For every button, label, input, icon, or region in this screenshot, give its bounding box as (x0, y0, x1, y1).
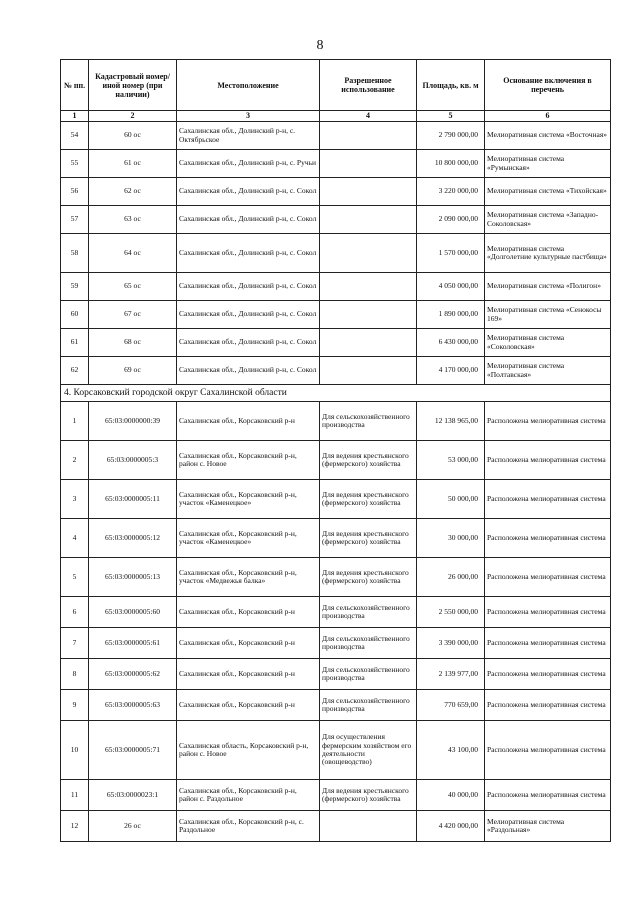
location: Сахалинская обл., Долинский р-н, с. Сокол (177, 234, 320, 273)
area: 2 139 977,00 (417, 659, 485, 690)
table-row (61, 234, 611, 273)
inclusion-basis: Мелиоративная система «Раздольная» (485, 811, 611, 842)
location: Сахалинская обл., Корсаковский р-н (177, 597, 320, 628)
row-number: 55 (61, 150, 89, 178)
inclusion-basis: Мелиоративная система «Румынская» (485, 150, 611, 178)
cadastral-number: 63 ос (89, 206, 177, 234)
cadastral-number: 65 ос (89, 273, 177, 301)
inclusion-basis: Расположена мелиоративная система (485, 721, 611, 780)
permitted-use: Для сельскохозяйственного производства (320, 628, 417, 659)
area: 2 550 000,00 (417, 597, 485, 628)
area: 770 659,00 (417, 690, 485, 721)
area: 1 570 000,00 (417, 234, 485, 273)
permitted-use: Для сельскохозяйственного производства (320, 690, 417, 721)
section-4-rows (61, 402, 611, 842)
permitted-use (320, 234, 417, 273)
permitted-use: Для сельскохозяйственного производства (320, 659, 417, 690)
permitted-use (320, 811, 417, 842)
row-number: 54 (61, 122, 89, 150)
permitted-use (320, 178, 417, 206)
inclusion-basis: Мелиоративная система «Долголетние культурные пастбища» (485, 234, 611, 273)
cadastral-number: 65:03:0000005:63 (89, 690, 177, 721)
cadastral-number: 61 ос (89, 150, 177, 178)
inclusion-basis: Мелиоративная система «Западно-Соколовская» (485, 206, 611, 234)
cadastral-number: 67 ос (89, 301, 177, 329)
column-number: 1 (61, 111, 89, 122)
header-number: № пп. (61, 60, 89, 111)
area: 4 420 000,00 (417, 811, 485, 842)
cadastral-number: 60 ос (89, 122, 177, 150)
area: 4 050 000,00 (417, 273, 485, 301)
location: Сахалинская обл., Корсаковский р-н, участок «Каменецкое» (177, 480, 320, 519)
inclusion-basis: Расположена мелиоративная система (485, 690, 611, 721)
row-number: 5 (61, 558, 89, 597)
row-number: 10 (61, 721, 89, 780)
location: Сахалинская обл., Долинский р-н, с. Сокол (177, 273, 320, 301)
location: Сахалинская обл., Корсаковский р-н, район с. Новое (177, 441, 320, 480)
location: Сахалинская обл., Корсаковский р-н (177, 659, 320, 690)
area: 1 890 000,00 (417, 301, 485, 329)
location: Сахалинская обл., Долинский р-н, с. Сокол (177, 301, 320, 329)
table-row (61, 558, 611, 597)
header-permitted-use: Разрешенное использование (320, 60, 417, 111)
permitted-use (320, 122, 417, 150)
area: 30 000,00 (417, 519, 485, 558)
column-number: 2 (89, 111, 177, 122)
area: 6 430 000,00 (417, 329, 485, 357)
inclusion-basis: Расположена мелиоративная система (485, 480, 611, 519)
area: 50 000,00 (417, 480, 485, 519)
inclusion-basis: Расположена мелиоративная система (485, 628, 611, 659)
row-number: 2 (61, 441, 89, 480)
table-row (61, 329, 611, 357)
header-cadastral: Кадастровый номер/иной номер (при наличии) (89, 60, 177, 111)
area: 43 100,00 (417, 721, 485, 780)
permitted-use: Для ведения крестьянского (фермерского) хозяйства (320, 780, 417, 811)
area: 12 138 965,00 (417, 402, 485, 441)
header-location: Местоположение (177, 60, 320, 111)
area: 2 790 000,00 (417, 122, 485, 150)
location: Сахалинская обл., Корсаковский р-н, участок «Медвежья балка» (177, 558, 320, 597)
table-row (61, 441, 611, 480)
permitted-use: Для ведения крестьянского (фермерского) хозяйства (320, 480, 417, 519)
permitted-use (320, 301, 417, 329)
cadastral-number: 65:03:0000005:11 (89, 480, 177, 519)
cadastral-number: 65:03:0000005:60 (89, 597, 177, 628)
location: Сахалинская обл., Корсаковский р-н, район с. Раздольное (177, 780, 320, 811)
row-number: 61 (61, 329, 89, 357)
inclusion-basis: Расположена мелиоративная система (485, 780, 611, 811)
inclusion-basis: Расположена мелиоративная система (485, 597, 611, 628)
permitted-use (320, 206, 417, 234)
area: 10 800 000,00 (417, 150, 485, 178)
inclusion-basis: Мелиоративная система «Восточная» (485, 122, 611, 150)
permitted-use (320, 273, 417, 301)
table-row (61, 480, 611, 519)
area: 53 000,00 (417, 441, 485, 480)
cadastral-number: 64 ос (89, 234, 177, 273)
area: 4 170 000,00 (417, 357, 485, 385)
area: 40 000,00 (417, 780, 485, 811)
permitted-use: Для ведения крестьянского (фермерского) хозяйства (320, 558, 417, 597)
row-number: 7 (61, 628, 89, 659)
property-table (60, 59, 611, 842)
column-number: 4 (320, 111, 417, 122)
cadastral-number: 65:03:0000023:1 (89, 780, 177, 811)
row-number: 3 (61, 480, 89, 519)
table-row (61, 597, 611, 628)
row-number: 1 (61, 402, 89, 441)
row-number: 57 (61, 206, 89, 234)
permitted-use (320, 329, 417, 357)
inclusion-basis: Мелиоративная система «Полтавская» (485, 357, 611, 385)
page-number: 8 (316, 38, 324, 53)
area: 26 000,00 (417, 558, 485, 597)
table-row (61, 150, 611, 178)
permitted-use: Для осуществления фермерским хозяйством его деятельности (овощеводство) (320, 721, 417, 780)
section-3-rows (61, 122, 611, 385)
table-row (61, 659, 611, 690)
row-number: 12 (61, 811, 89, 842)
permitted-use (320, 150, 417, 178)
table-row (61, 357, 611, 385)
location: Сахалинская обл., Корсаковский р-н, с. Раздольное (177, 811, 320, 842)
column-number: 6 (485, 111, 611, 122)
location: Сахалинская обл., Долинский р-н, с. Октябрьское (177, 122, 320, 150)
inclusion-basis: Расположена мелиоративная система (485, 558, 611, 597)
location: Сахалинская обл., Корсаковский р-н (177, 690, 320, 721)
cadastral-number: 65:03:0000005:71 (89, 721, 177, 780)
location: Сахалинская обл., Корсаковский р-н (177, 402, 320, 441)
cadastral-number: 65:03:0000005:3 (89, 441, 177, 480)
table-row (61, 402, 611, 441)
inclusion-basis: Мелиоративная система «Соколовская» (485, 329, 611, 357)
location: Сахалинская область, Корсаковский р-н, район с. Новое (177, 721, 320, 780)
location: Сахалинская обл., Долинский р-н, с. Сокол (177, 206, 320, 234)
inclusion-basis: Расположена мелиоративная система (485, 519, 611, 558)
inclusion-basis: Расположена мелиоративная система (485, 402, 611, 441)
area: 3 220 000,00 (417, 178, 485, 206)
row-number: 11 (61, 780, 89, 811)
header-area: Площадь, кв. м (417, 60, 485, 111)
permitted-use: Для ведения крестьянского (фермерского) хозяйства (320, 519, 417, 558)
permitted-use: Для ведения крестьянского (фермерского) хозяйства (320, 441, 417, 480)
location: Сахалинская обл., Корсаковский р-н (177, 628, 320, 659)
table-row (61, 811, 611, 842)
section-header-row (61, 385, 611, 402)
permitted-use (320, 357, 417, 385)
inclusion-basis: Мелиоративная система «Тихойская» (485, 178, 611, 206)
cadastral-number: 65:03:0000005:61 (89, 628, 177, 659)
table-row (61, 273, 611, 301)
permitted-use: Для сельскохозяйственного производства (320, 402, 417, 441)
location: Сахалинская обл., Корсаковский р-н, участок «Каменецкое» (177, 519, 320, 558)
column-number: 3 (177, 111, 320, 122)
header-basis: Основание включения в перечень (485, 60, 611, 111)
cadastral-number: 65:03:0000000:39 (89, 402, 177, 441)
inclusion-basis: Расположена мелиоративная система (485, 659, 611, 690)
table-row (61, 206, 611, 234)
table-row (61, 628, 611, 659)
column-number-row (61, 111, 611, 122)
area: 3 390 000,00 (417, 628, 485, 659)
location: Сахалинская обл., Долинский р-н, с. Ручьи (177, 150, 320, 178)
cadastral-number: 65:03:0000005:62 (89, 659, 177, 690)
header-row (61, 60, 611, 111)
column-number: 5 (417, 111, 485, 122)
area: 2 090 000,00 (417, 206, 485, 234)
cadastral-number: 62 ос (89, 178, 177, 206)
row-number: 4 (61, 519, 89, 558)
inclusion-basis: Мелиоративная система «Сенокосы 169» (485, 301, 611, 329)
cadastral-number: 65:03:0000005:13 (89, 558, 177, 597)
cadastral-number: 65:03:0000005:12 (89, 519, 177, 558)
permitted-use: Для сельскохозяйственного производства (320, 597, 417, 628)
table-row (61, 780, 611, 811)
location: Сахалинская обл., Долинский р-н, с. Сокол (177, 357, 320, 385)
row-number: 60 (61, 301, 89, 329)
location: Сахалинская обл., Долинский р-н, с. Сокол (177, 178, 320, 206)
row-number: 58 (61, 234, 89, 273)
table-row (61, 178, 611, 206)
inclusion-basis: Мелиоративная система «Полигон» (485, 273, 611, 301)
cadastral-number: 26 ос (89, 811, 177, 842)
cadastral-number: 69 ос (89, 357, 177, 385)
row-number: 56 (61, 178, 89, 206)
table-row (61, 690, 611, 721)
row-number: 8 (61, 659, 89, 690)
row-number: 9 (61, 690, 89, 721)
row-number: 62 (61, 357, 89, 385)
table-row (61, 519, 611, 558)
row-number: 6 (61, 597, 89, 628)
location: Сахалинская обл., Долинский р-н, с. Сокол (177, 329, 320, 357)
section-title: 4. Корсаковский городской округ Сахалинской области (61, 385, 611, 402)
table-row (61, 721, 611, 780)
table-row (61, 122, 611, 150)
table-row (61, 301, 611, 329)
inclusion-basis: Расположена мелиоративная система (485, 441, 611, 480)
row-number: 59 (61, 273, 89, 301)
cadastral-number: 68 ос (89, 329, 177, 357)
